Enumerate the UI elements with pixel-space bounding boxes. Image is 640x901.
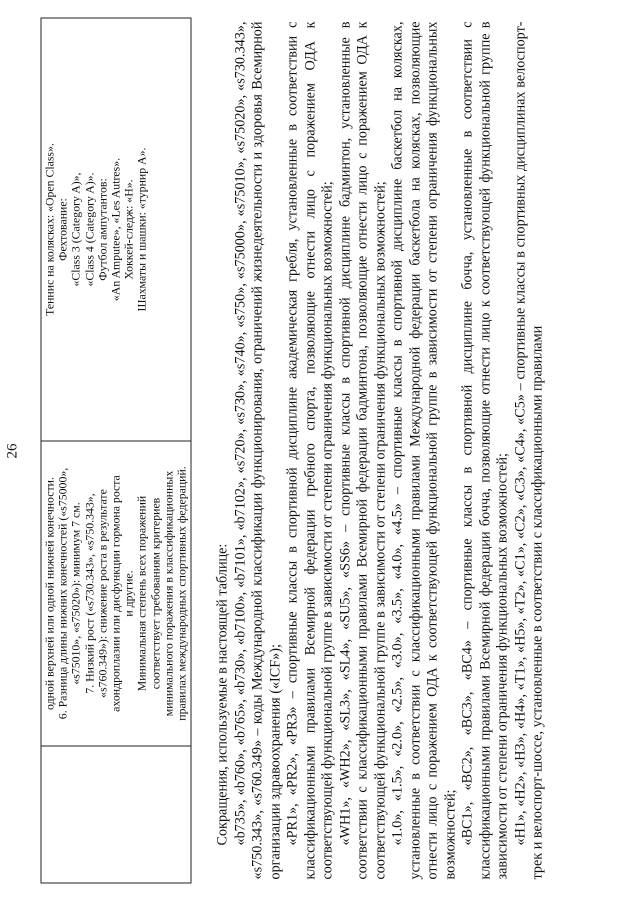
criteria-line: ахондроплазии или дисфункции гормона роста (108, 474, 123, 712)
class-line: Теннис на колясках: «Open Class». (42, 142, 56, 316)
table-row (41, 18, 191, 883)
table-cell-criteria (41, 441, 191, 746)
criteria-line: одной верхней или одной нижней конечности. (42, 476, 56, 710)
classification-table-fragment (40, 17, 191, 883)
abbreviation-paragraph: «PR1», «PR2», «PR3» – спортивные классы в спортивной дисциплине академическая гребля, установленные в соответствии с классификационными правилами Всемирной федерации гребного спорта, позволяющие отнести лицо с поражением ОДА к соответствующей функциональной группе в зависимости от степени ограничения функциональных возможностей; (284, 21, 335, 879)
criteria-line: соответствует требованиям критериев (147, 497, 162, 689)
table-cell-empty (41, 746, 191, 883)
criteria-line: Минимальная степень всех поражений (134, 495, 149, 691)
page-number: 26 (4, 443, 20, 458)
abbreviations-heading: Сокращения, используемые в настоящей таблице: (214, 543, 230, 845)
abbreviations-section (214, 21, 547, 879)
class-line: «An Amputee», «Les Autres». (108, 157, 123, 301)
abbreviation-paragraph: «H1», «H2», «H3», «H4», «T1», «H5», «T2», «C1», «C2», «C3», «C4», «C5» – спортивные классы в спортивных дисциплинах велоспорт-трек и велоспорт-шоссе, установленные в соответствии с классификационными правилами (511, 21, 545, 879)
class-line: Футбол ампутантов: (94, 177, 109, 281)
criteria-line: 6. Разница длины нижних конечностей («s75000», (55, 467, 70, 719)
abbreviation-paragraph: «1.0», «1.5», «2.0», «2.5», «3.0», «3.5», «4.0», «4.5» – спортивные классы в спортивной дисциплине баскетбол на колясках, установленные в соответствии с классификационными правилами Международной федерации баскетбола на колясках, позволяющие отнести лицо с поражением ОДА к соответствующей функциональной группе в зависимости от степени ограничения функциональных возможностей; (389, 21, 458, 879)
abbreviation-paragraph: «BC1», «BC2», «BC3», «BC4» – спортивные классы в спортивной дисциплине бочча, установленные в соответствии с классификационными правилами Всемирной федерации бочча, позволяющие отнести лицо к соответствующей функциональной группе в зависимости от степени ограничения функциональных возможностей; (459, 21, 510, 879)
class-line: Хоккей-следж: «H». (121, 178, 136, 280)
class-line: «Class 3 (Category A)», (68, 171, 83, 287)
criteria-line: и другие. (121, 569, 136, 617)
abbreviation-paragraph: «WH1», «WH2», «SL3», «SL4», «SU5», «SS6» – спортивные классы в спортивной дисциплине бадминтон, установленные в соответствии с классификационными правилами Всемирной федерации бадминтона, позволяющие отнести лицо с поражением ОДА к соответствующей функциональной группе в зависимости от степени ограничения функциональных возможностей; (336, 21, 388, 879)
criteria-line: правилах международных спортивных федераций. (174, 465, 189, 721)
abbreviation-paragraph: «b735», «b760», «b765», «b730», «b7100», «b7101», «b7102», «s720», «s730», «s740», «s750», «s75000», «s75010», «s75020», «s730.343», «s750.343», «s760.349» – коды Международной классификации функционирования, ограничений жизнедеятельности и здоровья Всемирной организации здравоохранения («ICF»); (231, 21, 283, 879)
class-line: Шахматы и шашки: «турнир А». (134, 147, 149, 311)
criteria-line: минимального поражения в классификационных (160, 470, 175, 716)
class-line: «Class 4 (Category A)». (81, 171, 96, 287)
criteria-line: «s75010», «s75020»): минимум 7 см. (68, 501, 83, 685)
table-cell-classes (41, 18, 191, 441)
criteria-line: «s760.349»): снижение роста в результате (94, 488, 109, 698)
class-line: Фехтование: (55, 197, 70, 261)
criteria-line: 7. Низкий рост («s730.343», «s750.343», (81, 492, 96, 694)
